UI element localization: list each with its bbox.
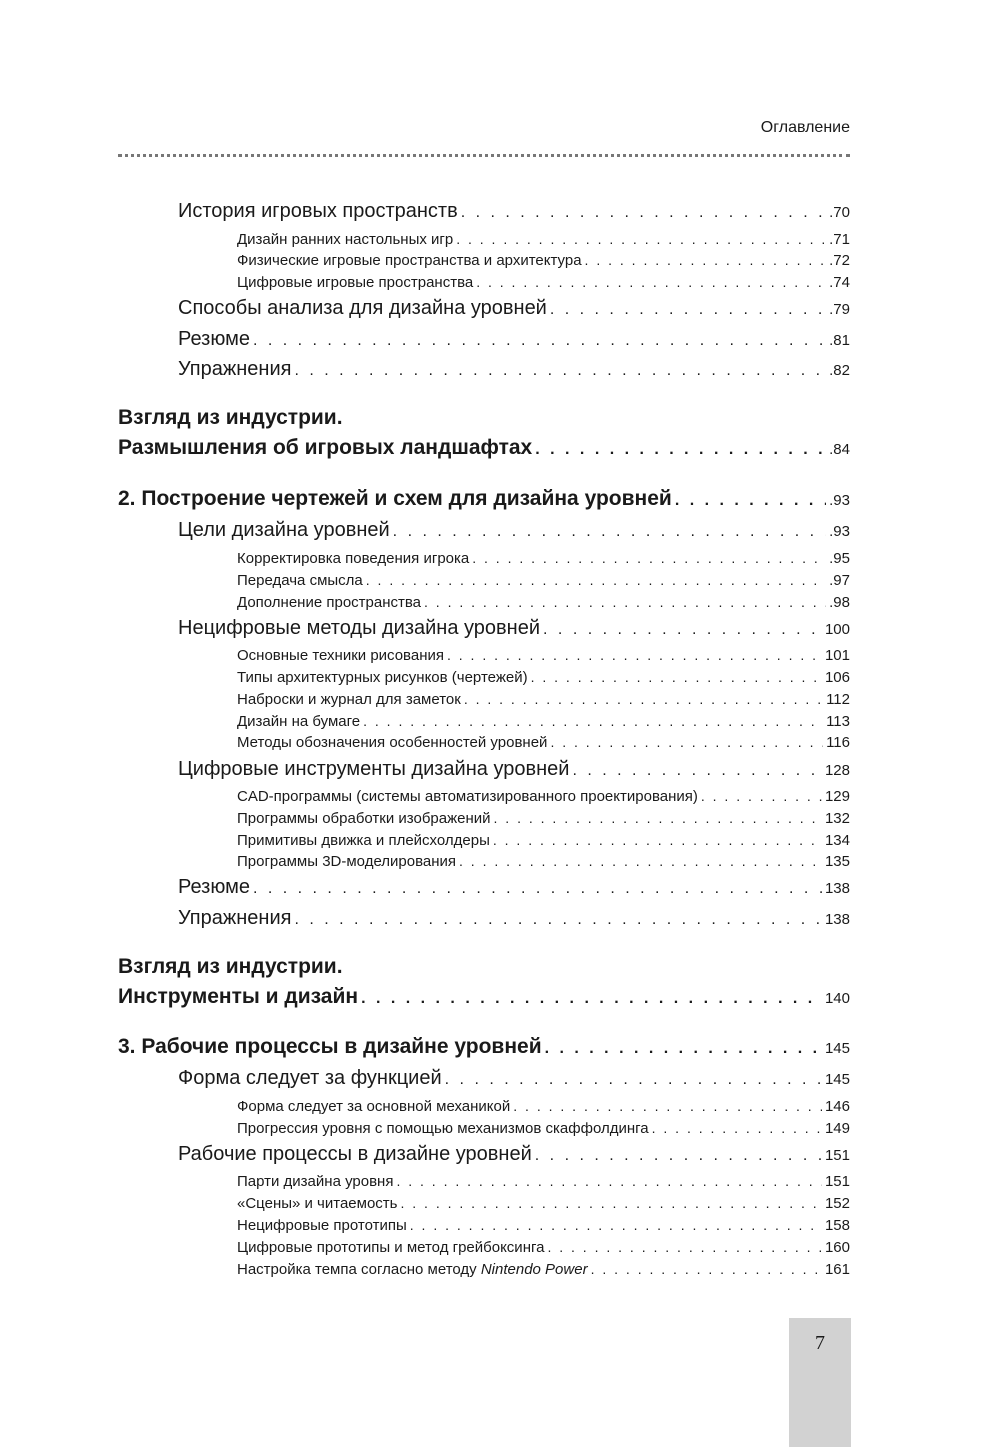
toc-entry-label: «Сцены» и читаемость	[237, 1195, 398, 1212]
toc-entry-page: 132	[824, 810, 850, 827]
toc-entry-label: Упражнения	[178, 358, 292, 380]
toc-leader	[253, 332, 826, 350]
toc-leader	[459, 853, 822, 869]
toc-entry-page: 128	[824, 762, 850, 779]
toc-entry-label: Инструменты и дизайн	[118, 985, 359, 1008]
toc-leader	[545, 1040, 822, 1058]
toc-entry-page: .74	[829, 274, 850, 291]
toc-entry-label: Основные техники рисования	[237, 647, 444, 664]
toc-leader	[513, 1098, 822, 1114]
toc-entry[interactable]	[178, 328, 850, 351]
toc-entry-label: Цифровые инструменты дизайна уровней	[178, 758, 570, 780]
toc-entry[interactable]	[237, 1195, 850, 1212]
toc-entry-page: 151	[824, 1173, 850, 1190]
toc-entry-page: 135	[824, 853, 850, 870]
toc-entry-label: Резюме	[178, 328, 250, 350]
toc-entry-page: 140	[824, 990, 850, 1007]
toc-entry-page: 113	[826, 713, 850, 730]
toc-leader	[591, 1261, 822, 1277]
toc-entry-label: Способы анализа для дизайна уровней	[178, 297, 547, 319]
toc-entry[interactable]	[178, 200, 850, 223]
toc-entry-label-text: Настройка темпа согласно методу	[237, 1261, 481, 1278]
toc-entry[interactable]	[237, 1098, 850, 1115]
toc-entry-label: Корректировка поведения игрока	[237, 550, 470, 567]
toc-entry-label: Программы обработки изображений	[237, 810, 491, 827]
toc-leader	[472, 550, 826, 566]
toc-entry[interactable]	[237, 691, 850, 708]
toc-entry-page: .72	[829, 252, 850, 269]
toc-entry[interactable]	[237, 274, 850, 291]
toc-entry-label-italic: Nintendo Power	[480, 1261, 588, 1278]
toc-entry[interactable]	[237, 1261, 850, 1278]
toc-chapter-entry[interactable]	[118, 1035, 850, 1059]
toc-entry-label: Парти дизайна уровня	[237, 1173, 394, 1190]
toc-entry-page: 161	[824, 1261, 850, 1278]
toc-entry[interactable]	[237, 647, 850, 664]
toc-entry[interactable]	[237, 231, 850, 248]
toc-entry-label: Примитивы движка и плейсхолдеры	[237, 832, 490, 849]
toc-entry-label: Наброски и журнал для заметок	[237, 691, 461, 708]
toc-entry[interactable]	[237, 1217, 850, 1234]
toc-leader	[550, 301, 826, 319]
toc-leader	[493, 832, 822, 848]
page-number-tab	[789, 1318, 851, 1447]
toc-entry-label: История игровых пространств	[178, 200, 458, 222]
toc-entry-page: 129	[824, 788, 850, 805]
toc-entry-page: 138	[824, 911, 850, 928]
toc-entry[interactable]	[178, 519, 850, 542]
toc-chapter-entry[interactable]	[118, 487, 850, 511]
toc-leader	[461, 204, 826, 222]
toc-leader	[447, 647, 822, 663]
toc-entry[interactable]	[237, 594, 850, 611]
toc-entry[interactable]	[178, 1143, 850, 1166]
toc-leader	[476, 274, 826, 290]
toc-entry-page: 100	[824, 621, 850, 638]
toc-entry-label: Рабочие процессы в дизайне уровней	[178, 1143, 532, 1165]
toc-entry-page: 145	[824, 1071, 850, 1088]
toc-leader	[652, 1120, 822, 1136]
toc-leader	[366, 572, 826, 588]
toc-leader	[572, 762, 822, 780]
toc-entry-page: 145	[824, 1040, 850, 1057]
toc-entry[interactable]	[237, 1173, 850, 1190]
toc-entry-page: 149	[824, 1120, 850, 1137]
toc-entry-label: Физические игровые пространства и архитектура	[237, 252, 582, 269]
toc-leader	[361, 990, 822, 1008]
toc-leader	[543, 621, 822, 639]
toc-leader	[410, 1217, 822, 1233]
toc-leader	[494, 810, 822, 826]
toc-entry-page: .82	[829, 362, 850, 379]
toc-entry[interactable]	[178, 876, 850, 899]
toc-entry[interactable]	[237, 550, 850, 567]
toc-leader	[535, 1147, 822, 1165]
toc-entry-page: .84	[829, 441, 850, 458]
toc-entry-label: Форма следует за функцией	[178, 1067, 442, 1089]
toc-entry-page: .70	[829, 204, 850, 221]
toc-entry[interactable]	[178, 907, 850, 930]
toc-entry-page: 134	[824, 832, 850, 849]
toc-entry-label: Нецифровые прототипы	[237, 1217, 407, 1234]
toc-entry[interactable]	[178, 1067, 850, 1090]
toc-leader	[456, 231, 826, 247]
toc-entry-label: Резюме	[178, 876, 250, 898]
toc-entry-label: Дизайн ранних настольных игр	[237, 231, 454, 248]
toc-leader	[363, 713, 823, 729]
toc-leader	[531, 669, 822, 685]
toc-entry-page: 160	[824, 1239, 850, 1256]
toc-entry-page: 116	[826, 734, 850, 751]
toc-entry[interactable]	[237, 832, 850, 849]
toc-leader	[585, 252, 827, 268]
toc-leader	[396, 1173, 822, 1189]
toc-entry-page: 112	[826, 691, 850, 708]
toc-entry-label: Методы обозначения особенностей уровней	[237, 734, 548, 751]
toc-heading-line1: Взгляд из индустрии.	[118, 955, 343, 978]
toc-entry-label: Программы 3D-моделирования	[237, 853, 457, 870]
toc-entry-label: 2. Построение чертежей и схем для дизайна уровней	[118, 487, 672, 510]
toc-leader	[424, 594, 826, 610]
toc-entry-label: Дополнение пространства	[237, 594, 422, 611]
toc-leader	[464, 691, 823, 707]
toc-entry-label: Цифровые прототипы и метод грейбоксинга	[237, 1239, 545, 1256]
toc-entry-page: .79	[829, 301, 850, 318]
toc-entry[interactable]	[118, 985, 850, 1009]
toc-entry-page: .93	[829, 492, 850, 509]
toc-leader	[253, 880, 822, 898]
toc-entry[interactable]	[178, 358, 850, 381]
toc-entry-page: 146	[824, 1098, 850, 1115]
toc-entry[interactable]	[237, 572, 850, 589]
toc-leader	[675, 492, 826, 510]
toc-entry[interactable]	[237, 713, 850, 730]
toc-entry-page: .95	[829, 550, 850, 567]
toc-entry-label: CAD-программы (системы автоматизированного проектирования)	[237, 788, 698, 805]
toc-entry[interactable]	[118, 436, 850, 460]
page-number: 7	[815, 1332, 825, 1354]
toc-entry-label: Размышления об игровых ландшафтах	[118, 436, 533, 459]
toc-leader	[445, 1071, 822, 1089]
toc-entry[interactable]	[237, 853, 850, 870]
toc-entry-page: 138	[824, 880, 850, 897]
page-header-title: Оглавление	[760, 119, 850, 136]
toc-leader	[535, 441, 826, 459]
toc-leader	[701, 788, 822, 804]
toc-leader	[400, 1195, 821, 1211]
toc-entry-label: Нецифровые методы дизайна уровней	[178, 617, 541, 639]
toc-entry[interactable]	[237, 734, 850, 751]
toc-entry[interactable]	[178, 297, 850, 320]
toc-entry[interactable]	[178, 758, 850, 781]
toc-leader	[294, 911, 821, 929]
toc-entry-label: Форма следует за основной механикой	[237, 1098, 511, 1115]
toc-entry-page: .97	[829, 572, 850, 589]
toc-entry[interactable]	[237, 252, 850, 269]
toc-entry-label: Упражнения	[178, 907, 292, 929]
toc-entry[interactable]	[178, 617, 850, 640]
toc-entry[interactable]	[237, 669, 850, 686]
toc-leader	[294, 362, 826, 380]
toc-entry[interactable]	[237, 810, 850, 827]
toc-entry-label: Прогрессия уровня с помощью механизмов скаффолдинга	[237, 1120, 649, 1137]
header-dotted-rule	[118, 154, 850, 157]
toc-entry-label: 3. Рабочие процессы в дизайне уровней	[118, 1035, 542, 1058]
toc-entry[interactable]	[237, 788, 850, 805]
toc-entry-label: Дизайн на бумаге	[237, 713, 361, 730]
toc-heading-line1: Взгляд из индустрии.	[118, 406, 343, 429]
toc-entry-label: Цифровые игровые пространства	[237, 274, 474, 291]
toc-entry[interactable]	[237, 1239, 850, 1256]
toc-entry-page: 151	[824, 1147, 850, 1164]
toc-entry-page: 152	[824, 1195, 850, 1212]
toc-entry-page: .81	[829, 332, 850, 349]
toc-entry-label: Цели дизайна уровней	[178, 519, 390, 541]
toc-entry-page: .93	[829, 523, 850, 540]
toc-entry-page: 158	[824, 1217, 850, 1234]
toc-entry-page: .98	[829, 594, 850, 611]
toc-leader	[550, 734, 823, 750]
toc-entry-page: .71	[829, 231, 850, 248]
toc-leader	[393, 523, 826, 541]
toc-entry-label: Типы архитектурных рисунков (чертежей)	[237, 669, 528, 686]
toc-entry-page: 106	[824, 669, 850, 686]
toc-leader	[547, 1239, 822, 1255]
toc-entry-page: 101	[824, 647, 850, 664]
toc-entry[interactable]	[237, 1120, 850, 1137]
toc-entry-label: Передача смысла	[237, 572, 363, 589]
toc-entry-label	[237, 1261, 588, 1278]
